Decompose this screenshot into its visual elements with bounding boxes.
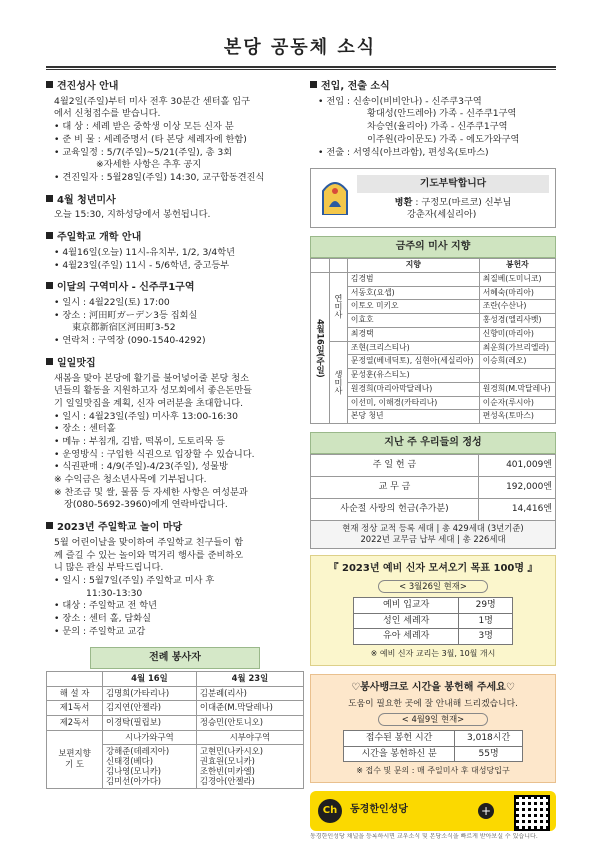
intent-type: 연미사 xyxy=(329,272,347,341)
add-channel-button[interactable]: + xyxy=(478,803,494,819)
offerer-name: 이승희(레오) xyxy=(479,355,555,369)
confirmation-line: 4월2일(주일)부터 미사 전후 30분간 센터홀 입구 xyxy=(54,95,251,107)
catechumen-value: 29명 xyxy=(459,598,513,613)
servers-heading: 전례 봉사자 xyxy=(90,647,260,669)
intent-name: 이토오 미키오 xyxy=(347,300,479,314)
servers-section xyxy=(46,647,304,788)
playday-line: 5월 어린이날을 맞이하여 주일학교 친구들이 함 xyxy=(54,536,244,548)
district-mass-heading: 이달의 구역미사 - 신주쿠1구역 xyxy=(57,282,195,294)
prayer-group: 시부야구역 xyxy=(196,730,303,745)
server-name: 고현민(나카시오) xyxy=(199,746,264,757)
bullet-square-icon xyxy=(46,282,53,289)
server-role: 제1독서 xyxy=(47,701,103,716)
cafe-line: • 일시 : 4월23일(주일) 미사후 13:00-16:30 xyxy=(54,410,238,422)
servers-col-header: 4월 16일 xyxy=(103,672,197,687)
table-row xyxy=(344,746,523,761)
offerer-name: 원경희(M.막달레나) xyxy=(479,382,555,396)
bullet-square-icon xyxy=(46,232,53,239)
catechumen-box xyxy=(310,555,556,666)
bullet-square-icon xyxy=(46,358,53,365)
youth-mass-section xyxy=(46,194,304,222)
cafe-line: ※ 수익금은 청소년사목에 기부됩니다. xyxy=(54,474,207,486)
mass-intent-section xyxy=(310,236,556,424)
offering-table xyxy=(310,454,556,521)
intent-name: 본당 청년 xyxy=(347,410,479,424)
table-row xyxy=(311,454,556,476)
catechumen-title: 『 2023년 예비 신자 모셔오기 목표 100명 』 xyxy=(328,563,538,575)
cafe-line: ※ 찬조금 및 쌀, 물품 등 자세한 사항은 여성분과 xyxy=(54,486,248,498)
prayer-group: 시나가와구역 xyxy=(103,730,197,745)
district-mass-section xyxy=(46,281,304,348)
server-role: 해 설 자 xyxy=(47,686,103,701)
bullet-square-icon xyxy=(46,522,53,529)
table-row xyxy=(311,498,556,520)
offering-heading: 지난 주 우리들의 정성 xyxy=(310,432,556,454)
kakao-channel-banner[interactable] xyxy=(310,791,556,831)
server-name: 김미선(아가다) xyxy=(106,776,162,787)
playday-line: • 문의 : 주일학교 교감 xyxy=(54,625,146,637)
offerer-name: 홍성경(엘리사벳) xyxy=(479,314,555,328)
playday-line: • 장소 : 센터 홀, 담화실 xyxy=(54,613,152,625)
catechumen-value: 1명 xyxy=(459,613,513,628)
district-line: • 일시 : 4월22일(토) 17:00 xyxy=(54,297,170,309)
offering-label: 교 무 금 xyxy=(311,476,479,498)
intent-name: 김경범 xyxy=(347,272,479,286)
district-line: 東京都新宿区河田町3-52 xyxy=(72,322,176,334)
offering-value: 14,416엔 xyxy=(478,498,555,520)
catechumen-label: 유아 세례자 xyxy=(354,629,459,644)
catechumen-date: < 3월26일 현재> xyxy=(378,580,488,594)
prayer-line: : 구정모(마르코) 신부님 xyxy=(415,196,512,208)
table-row xyxy=(354,613,513,628)
cafe-line: 새봄을 맞아 본당에 활기를 불어넣어줄 본당 청소 xyxy=(54,372,250,384)
playday-line: 께 즐길 수 있는 놀이와 먹거리 행사를 준비하오 xyxy=(54,549,244,561)
one-day-cafe-section xyxy=(46,357,304,512)
intent-date: 4월16일(주일) xyxy=(311,272,330,423)
one-day-cafe-heading: 일일맛집 xyxy=(57,357,96,369)
catechumen-label: 예비 입교자 xyxy=(354,598,459,613)
confirmation-line: 에서 신청접수를 받습니다. xyxy=(54,108,161,120)
table-row xyxy=(311,410,556,424)
prayer-label: 병환 xyxy=(394,196,413,208)
volunteer-label: 접수된 봉헌 시간 xyxy=(344,731,455,746)
playday-section xyxy=(46,521,304,638)
catechumen-note: ※ 예비 신자 교리는 3월, 10월 개시 xyxy=(370,648,496,658)
intent-name: 이선미, 이해경(카타리나) xyxy=(347,396,479,410)
bullet-square-icon xyxy=(46,81,53,88)
table-row xyxy=(311,396,556,410)
transfer-section xyxy=(310,80,556,159)
table-row xyxy=(344,731,523,746)
cafe-line: • 장소 : 센터홀 xyxy=(54,423,116,435)
volunteer-title: ♡봉사뱅크로 시간을 봉헌해 주세요♡ xyxy=(351,681,515,693)
confirmation-line: • 견진일자 : 5월28일(주일) 14:30, 교구합동견진식 xyxy=(54,171,265,183)
table-row xyxy=(354,598,513,613)
catechumen-value: 3명 xyxy=(459,629,513,644)
confirmation-line: ※자세한 사항은 추후 공지 xyxy=(96,159,202,171)
playday-line: • 일시 : 5월7일(주일) 주일학교 미사 후 xyxy=(54,575,215,587)
cafe-line: 장(080-5692-3960)에게 연락바랍니다. xyxy=(64,499,228,511)
offerer-name: 신향미(마리아) xyxy=(479,327,555,341)
mass-intent-heading: 금주의 미사 지향 xyxy=(310,236,556,258)
playday-heading: 2023년 주일학교 놀이 마당 xyxy=(57,522,183,534)
intent-name: 서동호(요셉) xyxy=(347,286,479,300)
intent-name: 문성훈(유스티노) xyxy=(347,369,479,383)
volunteer-value: 3,018시간 xyxy=(455,731,523,746)
volunteer-value: 55명 xyxy=(455,746,523,761)
household-stat: 2022년 교무금 납부 세대 | 총 226세대 xyxy=(360,534,506,545)
transfer-line: • 전출 : 서영식(아브라함), 편성옥(토마스) xyxy=(318,146,489,158)
server-name: 김명희(가타리나) xyxy=(103,686,197,701)
prayer-title: 기도부탁합니다 xyxy=(357,175,549,193)
servers-col-header: 4월 23일 xyxy=(196,672,303,687)
catechumen-table xyxy=(353,597,513,644)
table-row xyxy=(311,327,556,341)
table-row xyxy=(311,300,556,314)
server-name: 이경탁(필립보) xyxy=(103,716,197,731)
bullet-square-icon xyxy=(310,81,317,88)
volunteer-date: < 4월9일 현재> xyxy=(378,713,488,727)
server-role: 보편지향 기 도 xyxy=(47,730,103,788)
offering-value: 192,000엔 xyxy=(478,476,555,498)
transfer-heading: 전입, 전출 소식 xyxy=(321,81,390,92)
cafe-line: 년들의 활동을 지원하고자 성모회에서 좋은돈만들 xyxy=(54,385,253,397)
confirmation-section xyxy=(46,80,304,185)
table-row xyxy=(47,730,304,745)
intent-name: 조현(크리스티나) xyxy=(347,341,479,355)
confirmation-line: • 준 비 물 : 세례증명서 (타 본당 세례자에 한함) xyxy=(54,133,247,145)
playday-line: 니 많은 관심 부탁드립니다. xyxy=(54,562,164,574)
server-name: 신태경(베다) xyxy=(106,756,153,767)
playday-line: • 대상 : 주일학교 전 학년 xyxy=(54,600,157,612)
server-name: 김나영(모니카) xyxy=(106,766,162,777)
offerer-name: 최질베(도미니코) xyxy=(479,272,555,286)
intent-col-header: 지향 xyxy=(347,259,479,273)
server-role: 제2독서 xyxy=(47,716,103,731)
confirmation-heading: 견진성사 안내 xyxy=(57,81,119,92)
offerer-name xyxy=(479,369,555,383)
server-name: 김분례(리사) xyxy=(196,686,303,701)
cafe-line: • 운영방식 : 구입한 식권으로 입장할 수 있습니다. xyxy=(54,448,255,460)
transfer-line: 이주원(라이문도) 가족 - 에도가와구역 xyxy=(367,133,520,145)
mass-intent-table xyxy=(310,258,556,424)
channel-badge-icon: Ch xyxy=(318,799,342,823)
title-divider xyxy=(46,66,556,70)
bullet-square-icon xyxy=(46,195,53,202)
intent-type: 생미사 xyxy=(329,341,347,424)
cafe-line: 기 일일맛집을 계획, 신자 여러분을 초대합니다. xyxy=(54,397,244,409)
cafe-line: • 식권판매 : 4/9(주일)-4/23(주일), 성물방 xyxy=(54,461,228,473)
offerer-name: 조란(수산나) xyxy=(479,300,555,314)
prayer-request-box xyxy=(310,168,556,228)
table-row xyxy=(47,716,304,731)
district-line: • 장소 : 河田町ガーデン3등 집회실 xyxy=(54,309,198,321)
intent-name: 원경희(마리아막달레나) xyxy=(347,382,479,396)
volunteer-box xyxy=(310,674,556,783)
catechumen-label: 성인 세례자 xyxy=(354,613,459,628)
server-name: 권효원(모니카) xyxy=(199,756,255,767)
table-row xyxy=(311,286,556,300)
server-name: 이대준(M.막달레나) xyxy=(196,701,303,716)
intent-name: 최경택 xyxy=(347,327,479,341)
table-row xyxy=(311,341,556,355)
sunday-school-heading: 주일학교 개학 안내 xyxy=(57,232,142,244)
left-column xyxy=(46,80,304,789)
table-row xyxy=(311,476,556,498)
volunteer-label: 시간을 봉헌하신 분 xyxy=(344,746,455,761)
table-row xyxy=(311,355,556,369)
offering-value: 401,009엔 xyxy=(478,454,555,476)
sunday-school-line: • 4월16일(오늘) 11시-유치부, 1/2, 3/4학년 xyxy=(54,246,235,258)
server-name: 조한빈(미카엘) xyxy=(199,766,255,777)
prayer-line: 강춘자(세실리아) xyxy=(407,209,477,221)
channel-name: 동경한인성당 xyxy=(350,804,408,816)
page-title: 본당 공동체 소식 xyxy=(223,37,377,58)
table-row xyxy=(311,314,556,328)
cafe-line: • 메뉴 : 부침개, 김밥, 떡볶이, 도토리묵 등 xyxy=(54,436,225,448)
youth-mass-text: 오늘 15:30, 지하성당에서 봉헌됩니다. xyxy=(54,209,211,221)
household-stat: 현재 정상 교적 등록 세대 | 총 429세대 (3년기준) xyxy=(342,522,524,533)
right-column xyxy=(310,80,556,841)
offerer-name: 이순자(루시아) xyxy=(479,396,555,410)
table-row xyxy=(311,369,556,383)
volunteer-table xyxy=(343,730,523,762)
transfer-line: 차승연(율리아) 가족 - 신주쿠1구역 xyxy=(367,121,508,133)
sunday-school-line: • 4월23일(주일) 11시 - 5/6학년, 중고등부 xyxy=(54,259,230,271)
intent-name: 이효호 xyxy=(347,314,479,328)
server-name: 김지연(안젤라) xyxy=(103,701,197,716)
confirmation-line: • 대 상 : 세례 받은 중학생 이상 모든 신자 분 xyxy=(54,121,234,133)
confirmation-line: • 교육일정 : 5/7(주일)~5/21(주일), 총 3회 xyxy=(54,146,233,158)
volunteer-subtitle: 도움이 필요한 곳에 잘 안내해 드리겠습니다. xyxy=(348,699,518,710)
offerer-col-header: 봉헌자 xyxy=(479,259,555,273)
intent-name: 문정열(베네딕토), 심현아(세실리아) xyxy=(347,355,479,369)
qr-code-icon xyxy=(514,795,550,831)
table-row xyxy=(47,701,304,716)
channel-note: 동경한인성당 채널을 등록하시면 교우소식 및 본당소식을 빠르게 받아보실 수 있습니다. xyxy=(310,833,538,841)
youth-mass-heading: 4월 청년미사 xyxy=(57,194,116,206)
offering-section xyxy=(310,432,556,549)
server-name: 김경아(안젤라) xyxy=(199,776,255,787)
offerer-name: 최운희(가브리엘라) xyxy=(479,341,555,355)
offerer-name: 편성옥(토마스) xyxy=(479,410,555,424)
server-name: 강해준(데레지아) xyxy=(106,746,170,757)
offering-label: 사순절 사랑의 헌금(추가분) xyxy=(311,498,479,520)
server-name: 정승민(안토니오) xyxy=(196,716,303,731)
table-row xyxy=(354,629,513,644)
transfer-line: • 전입 : 신송이(비비안나) - 신주쿠3구역 xyxy=(318,95,482,107)
table-row xyxy=(311,272,556,286)
offerer-name: 서혜숙(마리아) xyxy=(479,286,555,300)
servers-table xyxy=(46,671,304,788)
sunday-school-section xyxy=(46,231,304,272)
offering-label: 주 일 헌 금 xyxy=(311,454,479,476)
volunteer-note: ※ 접수 및 문의 : 매 주일미사 후 대성당입구 xyxy=(356,765,510,775)
table-row xyxy=(311,382,556,396)
district-line: • 연락처 : 구역장 (090-1540-4292) xyxy=(54,335,206,347)
stained-glass-icon xyxy=(321,177,349,215)
table-row xyxy=(47,686,304,701)
playday-line: 11:30-13:30 xyxy=(86,587,143,599)
transfer-line: 황대성(안드레아) 가족 - 신주쿠1구역 xyxy=(367,108,517,120)
